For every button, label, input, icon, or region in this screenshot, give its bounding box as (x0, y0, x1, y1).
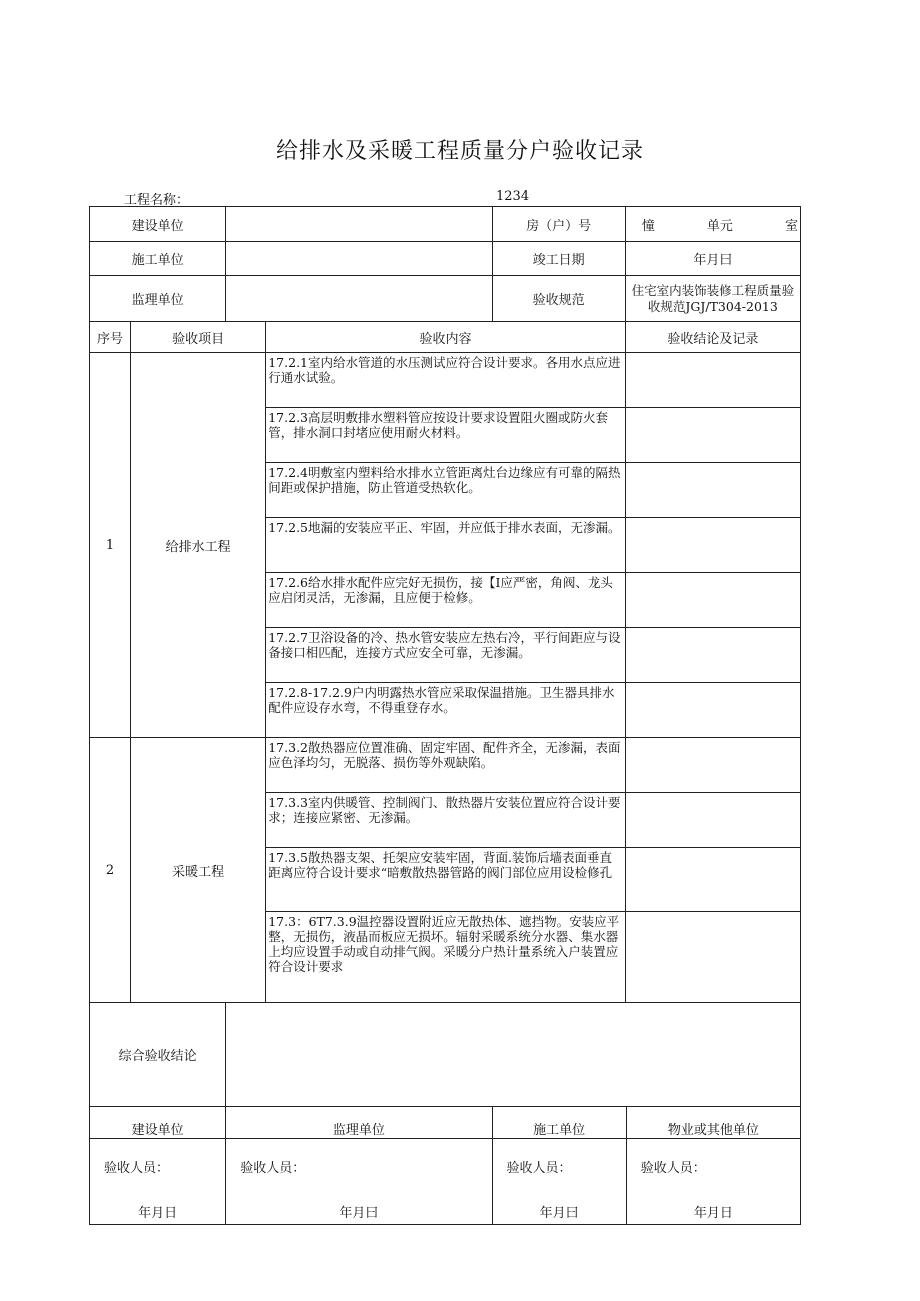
group-name: 给排水工程 (131, 353, 266, 738)
group-no: 1 (90, 353, 131, 738)
room-number-value[interactable] (625, 207, 800, 242)
result-cell[interactable] (625, 912, 800, 1003)
sign-date: 年月日 (138, 1206, 178, 1221)
check-item: 17.3.2散热器应位置准确、固定牢固、配件齐全，无渗漏，表面应色泽均匀，无脱落、损伤等外观缺陷。 (266, 738, 625, 793)
result-cell[interactable] (625, 573, 800, 628)
check-item: 17.2.7卫浴设备的冷、热水管安装应左热右冷，平行间距应与设备接口相匹配，连接方式应安全可靠，无渗漏。 (266, 628, 625, 683)
sign-person-label: 验收人员： (240, 1161, 306, 1176)
header-content: 验收内容 (266, 322, 625, 353)
check-item: 17.2.6给水排水配件应完好无损伤，接【I应严密，角阀、龙头应启闭灵活，无渗漏，且应便于检修。 (266, 573, 625, 628)
group-name: 采暖工程 (131, 738, 266, 1003)
check-item: 17.2.5地漏的安装应平正、牢固，并应低于排水表面，无渗漏。 (266, 518, 625, 573)
result-cell[interactable] (625, 738, 800, 793)
completion-date-value: 年月曰 (625, 242, 800, 276)
completion-date-label: 竣工日期 (492, 242, 625, 276)
result-cell[interactable] (625, 463, 800, 518)
check-item: 17.2.4明敷室内塑料给水排水立管距离灶台边缘应有可靠的隔热间距或保护措施，防止管道受热软化。 (266, 463, 625, 518)
supervision-unit-value[interactable] (226, 276, 492, 322)
header-result: 验收结论及记录 (625, 322, 800, 353)
room-part-room: 室 (784, 218, 798, 234)
header-item: 验收项目 (131, 322, 266, 353)
sign-unit-construction: 建设单位 (90, 1107, 226, 1139)
sign-date: 年月日 (693, 1206, 733, 1221)
result-cell[interactable] (625, 683, 800, 738)
sign-block-builder[interactable] (492, 1139, 626, 1225)
sign-person-label: 验收人员： (640, 1161, 706, 1176)
builder-unit-value[interactable] (226, 242, 492, 276)
check-item: 17.3.5散热器支架、托架应安装牢固，背面.装饰后墙表面垂直距离应符合设计要求“暗敷散热器管路的阀门部位应用设检修孔 (266, 848, 625, 912)
sign-unit-property: 物业或其他单位 (626, 1107, 800, 1139)
check-item: 17.2.8-17.2.9户内明露热水管应采取保温措施。卫生器具排水配件应设存水弯，不得重登存水。 (266, 683, 625, 738)
result-cell[interactable] (625, 793, 800, 848)
sign-date: 年月曰 (539, 1206, 579, 1221)
project-name-label: 工程名称： (124, 193, 190, 208)
sign-block-construction[interactable] (90, 1139, 226, 1225)
project-name-value: 1234 (496, 189, 530, 204)
construction-unit-value[interactable] (226, 207, 492, 242)
sign-unit-builder: 施工单位 (492, 1107, 626, 1139)
sign-person-label: 验收人员： (506, 1161, 572, 1176)
sign-unit-supervision: 监理单位 (226, 1107, 492, 1139)
result-cell[interactable] (625, 408, 800, 463)
sign-block-property[interactable] (626, 1139, 800, 1225)
room-part-unit: 单元 (706, 218, 733, 234)
check-item: 17.2.3高层明敷排水塑料管应按设计要求设置阻火圈或防火套管，排水洞口封堵应使用耐火材料。 (266, 408, 625, 463)
sign-person-label: 验收人员： (104, 1161, 170, 1176)
conclusion-value[interactable] (226, 1003, 801, 1107)
check-item: 17.3.3室内供暖管、控制阀门、散热器片安装位置应符合设计要求；连接应紧密、无渗漏。 (266, 793, 625, 848)
sign-date: 年月曰 (339, 1206, 379, 1221)
header-no: 序号 (90, 322, 131, 353)
page-title: 给排水及采暖工程质量分户验收记录 (275, 139, 644, 164)
builder-unit-label: 施工单位 (90, 242, 226, 276)
conclusion-label: 综合验收结论 (90, 1003, 226, 1107)
spec-label: 验收规范 (492, 276, 625, 322)
spec-value: 住宅室内装饰装修工程质量验收规范JGJ/T304-2013 (625, 276, 800, 322)
check-item: 17.3：6T7.3.9温控器设置附近应无散热体、遮挡物。安装应平整，无损伤，液晶而板应无损坏。辐射采暖系统分水器、集水器上均应设置手动或自动排气阀。采暖分户热计量系统入户装置应符合设计要求 (266, 912, 625, 1003)
room-part-building: 憧 (641, 218, 655, 234)
group-no: 2 (90, 738, 131, 1003)
result-cell[interactable] (625, 518, 800, 573)
check-item: 17.2.1室内给水管道的水压测试应符合设计要求。各用水点应进行通水试验。 (266, 353, 625, 408)
room-number-label: 房（户）号 (492, 207, 625, 242)
result-cell[interactable] (625, 628, 800, 683)
result-cell[interactable] (625, 353, 800, 408)
sign-block-supervision[interactable] (226, 1139, 492, 1225)
acceptance-table (89, 206, 801, 1225)
result-cell[interactable] (625, 848, 800, 912)
construction-unit-label: 建设单位 (90, 207, 226, 242)
supervision-unit-label: 监理单位 (90, 276, 226, 322)
